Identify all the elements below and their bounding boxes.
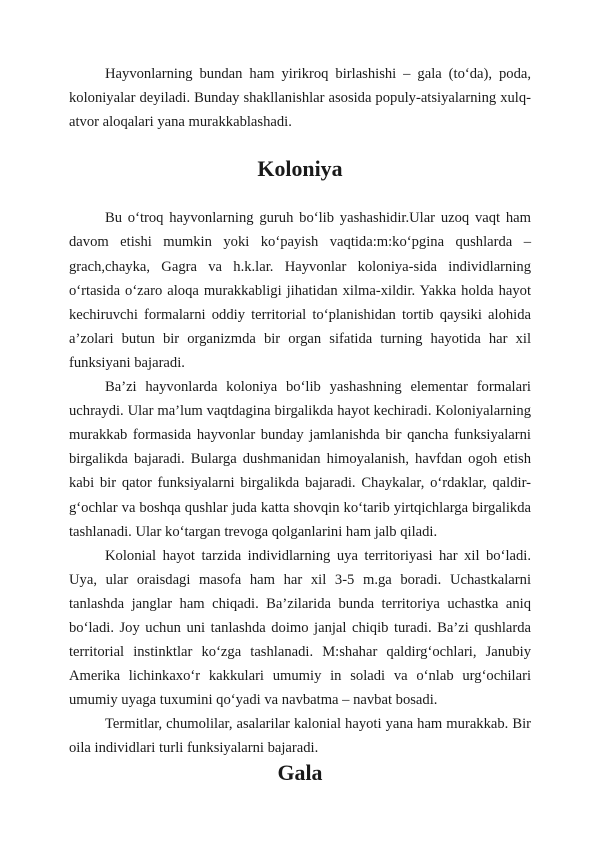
- document-page: [69, 62, 531, 785]
- koloniya-paragraph-2: Ba’zi hayvonlarda koloniya bo‘lib yashashning elementar formalari uchraydi. Ular ma’lum vaqtdagina birgalikda hayot kechiradi. Koloniyalarning murakkab formasida hayvonlar bunday jamlanishda bir qancha funksiyalarni birgalikda bajaradi. Bularga dushmanidan himoyalanish, havfdan ogoh etish kabi bir qator funksiyalarni birgalikda bajaradi. Chaykalar, o‘rdaklar, qaldir-g‘ochlar va boshqa qushlar juda katta shovqin ko‘tarib yirtqichlarga birgalikda tashlanadi. Ular ko‘targan trevoga qolganlarini ham jalb qiladi.: [69, 379, 531, 540]
- koloniya-paragraph-4: Termitlar, chumolilar, asalarilar kalonial hayoti yana ham murakkab. Bir oila individlari turli funksiyalarni bajaradi.: [69, 716, 531, 757]
- koloniya-paragraph-3: Kolonial hayot tarzida individlarning uya territoriyasi har xil bo‘ladi. Uya, ular oraisdagi masofa ham har xil 3-5 m.ga boradi. Uchastkalarni tanlashda janglar ham chiqadi. Ba’zilarida bunda territoriya uchastka aniq bo‘ladi. Joy uchun uni tanlashda doimo janjal chiqib turadi. Ba’zi qushlarda territorial instinktlar ko‘zga tashlanadi. M:shahar qaldirg‘ochlari, Janubiy Amerika lichinkaxo‘r kakkulari umumiy in soladi va o‘nlab urg‘ochilari umumiy uyaga tuxumini qo‘yadi va navbatma – navbat bosadi.: [69, 547, 531, 709]
- heading-gala: Gala: [277, 759, 323, 785]
- koloniya-paragraph-1: Bu o‘troq hayvonlarning guruh bo‘lib yashashidir.Ular uzoq vaqt ham davom etishi mumkin yoki ko‘payish vaqtida:m:ko‘pgina qushlarda – grach,chayka, Gagra va h.k.lar. Hayvonlar koloniya-sida individlarning o‘rtasida o‘zaro aloqa murakkabligi jihatidan xilma-xildir. Yakka holda hayot kechiruvchi formalarni oddiy territorial to‘planishidan tortib qaysiki alohida a’zolari butun bir organizmda bir organ sifatida turning hayotida har xil funksiyani bajaradi.: [69, 210, 531, 371]
- heading-koloniya: Koloniya: [257, 156, 343, 182]
- intro-paragraph: Hayvonlarning bundan ham yirikroq birlashishi – gala (to‘da), poda, koloniyalar deyiladi. Bunday shakllanishlar asosida populy-atsiyalarning xulq-atvor aloqalari yana murakkablashadi.: [69, 66, 531, 131]
